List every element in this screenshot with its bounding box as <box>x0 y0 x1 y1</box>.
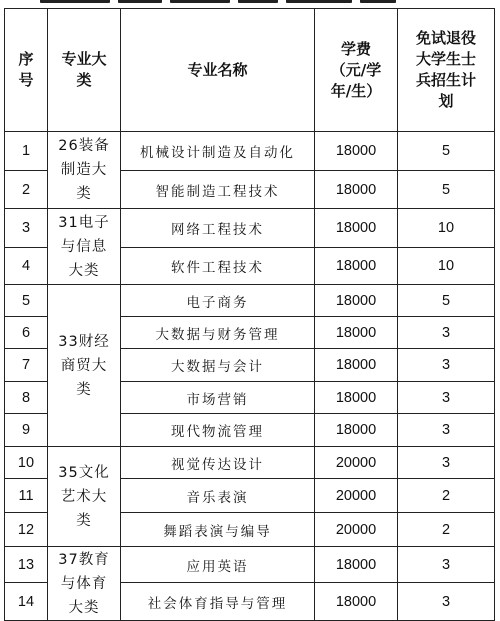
tuition-fee: 18000 <box>315 583 398 621</box>
major-name: 应用英语 <box>121 547 315 583</box>
tuition-fee: 18000 <box>315 285 398 317</box>
row-number: 5 <box>5 285 48 317</box>
tuition-fee: 18000 <box>315 382 398 414</box>
tuition-fee: 18000 <box>315 132 398 171</box>
category-cell: 37教育 与体育 大类 <box>48 547 121 621</box>
major-name: 大数据与会计 <box>121 349 315 382</box>
major-name: 电子商务 <box>121 285 315 317</box>
quota-count: 10 <box>398 209 495 248</box>
tuition-fee: 20000 <box>315 479 398 513</box>
major-name: 音乐表演 <box>121 479 315 513</box>
header-category: 专业大 类 <box>48 9 121 132</box>
major-name: 软件工程技术 <box>121 248 315 285</box>
tuition-fee: 20000 <box>315 513 398 547</box>
major-name: 市场营销 <box>121 382 315 414</box>
row-number: 7 <box>5 349 48 382</box>
row-number: 12 <box>5 513 48 547</box>
quota-count: 5 <box>398 132 495 171</box>
header-fee: 学费 （元/学 年/生） <box>315 9 398 132</box>
category-cell: 26装备 制造大 类 <box>48 132 121 209</box>
header-quota: 免试退役 大学生士 兵招生计 划 <box>398 9 495 132</box>
major-name: 社会体育指导与管理 <box>121 583 315 621</box>
category-cell: 35文化 艺术大 类 <box>48 447 121 547</box>
quota-count: 3 <box>398 414 495 447</box>
quota-count: 2 <box>398 513 495 547</box>
quota-count: 2 <box>398 479 495 513</box>
tuition-fee: 18000 <box>315 209 398 248</box>
row-number: 2 <box>5 171 48 209</box>
row-number: 3 <box>5 209 48 248</box>
major-name: 视觉传达设计 <box>121 447 315 479</box>
table-row <box>5 209 495 248</box>
table-row <box>5 447 495 479</box>
quota-count: 3 <box>398 547 495 583</box>
major-name: 智能制造工程技术 <box>121 171 315 209</box>
major-name: 大数据与财务管理 <box>121 317 315 349</box>
row-number: 8 <box>5 382 48 414</box>
row-number: 13 <box>5 547 48 583</box>
tuition-fee: 18000 <box>315 248 398 285</box>
major-name: 网络工程技术 <box>121 209 315 248</box>
row-number: 11 <box>5 479 48 513</box>
table-row <box>5 547 495 583</box>
enrollment-plan-table <box>4 8 495 621</box>
major-name: 机械设计制造及自动化 <box>121 132 315 171</box>
quota-count: 5 <box>398 285 495 317</box>
header-major: 专业名称 <box>121 9 315 132</box>
cropped-title-strip <box>0 0 500 8</box>
tuition-fee: 18000 <box>315 547 398 583</box>
quota-count: 3 <box>398 382 495 414</box>
row-number: 9 <box>5 414 48 447</box>
row-number: 6 <box>5 317 48 349</box>
table-row <box>5 132 495 171</box>
major-name: 舞蹈表演与编导 <box>121 513 315 547</box>
major-name: 现代物流管理 <box>121 414 315 447</box>
quota-count: 5 <box>398 171 495 209</box>
row-number: 14 <box>5 583 48 621</box>
header-row <box>5 9 495 132</box>
category-cell: 31电子 与信息 大类 <box>48 209 121 285</box>
quota-count: 3 <box>398 447 495 479</box>
quota-count: 3 <box>398 317 495 349</box>
quota-count: 3 <box>398 583 495 621</box>
tuition-fee: 20000 <box>315 447 398 479</box>
quota-count: 10 <box>398 248 495 285</box>
tuition-fee: 18000 <box>315 171 398 209</box>
quota-count: 3 <box>398 349 495 382</box>
tuition-fee: 18000 <box>315 349 398 382</box>
row-number: 4 <box>5 248 48 285</box>
category-cell: 33财经 商贸大 类 <box>48 285 121 447</box>
tuition-fee: 18000 <box>315 317 398 349</box>
tuition-fee: 18000 <box>315 414 398 447</box>
header-seq: 序 号 <box>5 9 48 132</box>
row-number: 1 <box>5 132 48 171</box>
table-row <box>5 285 495 317</box>
row-number: 10 <box>5 447 48 479</box>
